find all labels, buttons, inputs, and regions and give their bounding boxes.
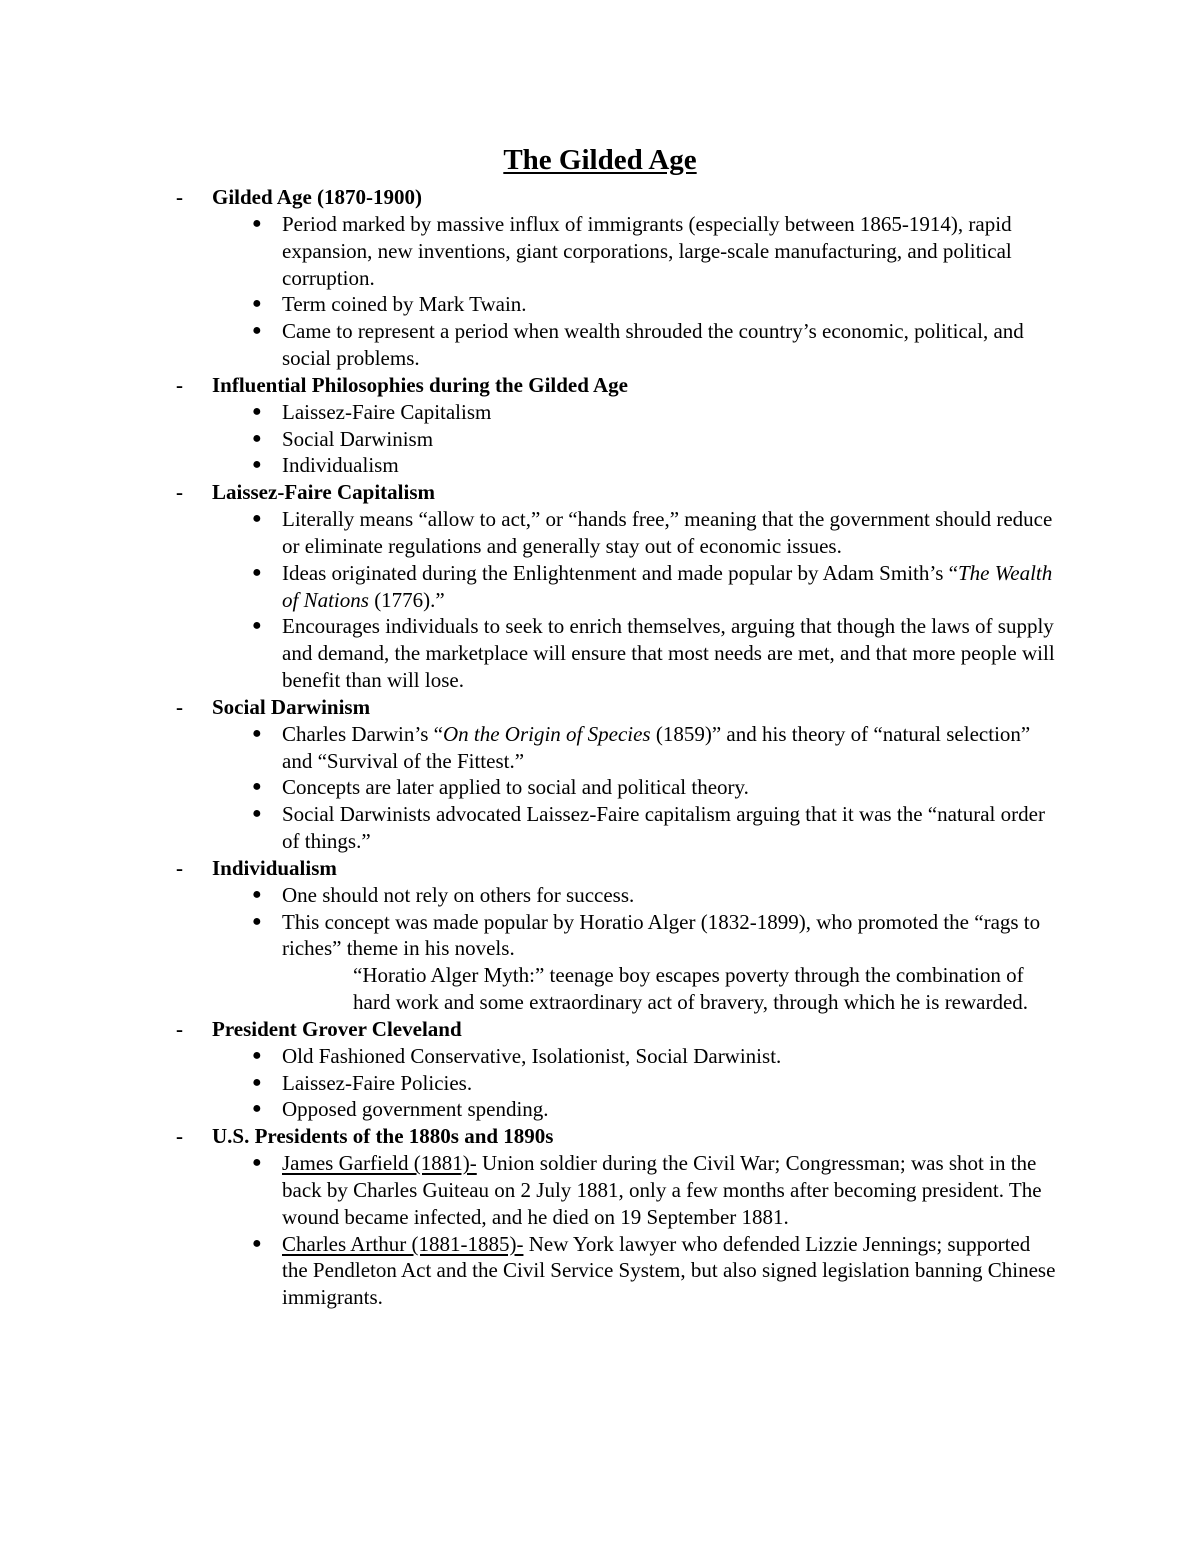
bullet-icon: ●	[252, 563, 262, 581]
list-item	[0, 909, 1200, 963]
list-item	[0, 399, 1200, 426]
section-heading	[0, 479, 1200, 506]
item-text: Literally means “allow to act,” or “hands free,” meaning that the government should reduce or eliminate regulations and generally stay out of economic issues.	[282, 507, 1053, 558]
bullet-icon: ●	[252, 805, 262, 823]
dash-marker: -	[176, 855, 183, 880]
list-item	[0, 1096, 1200, 1123]
list-item	[0, 426, 1200, 453]
book-title: On the Origin of Species	[442, 721, 651, 746]
item-text: Union soldier during the Civil War; Congressman; was shot in the back by Charles Guiteau on 2 July 1881, only a few months after becoming president. The wound became infected, and he died on 19 September 1881.	[282, 1151, 1042, 1229]
list-item	[0, 613, 1200, 693]
item-text: Laissez-Faire Capitalism	[282, 399, 492, 424]
book-title: The Wealth of Nations	[282, 560, 1053, 612]
bullet-icon: ●	[252, 885, 262, 903]
bullet-icon: ●	[252, 510, 262, 528]
heading-text: Social Darwinism	[212, 694, 371, 719]
bullet-list	[0, 399, 1200, 479]
dash-marker: -	[176, 1016, 183, 1041]
list-item	[0, 560, 1200, 614]
bullet-icon: ●	[252, 778, 262, 796]
section-presidents	[0, 1123, 1200, 1311]
bullet-list	[0, 211, 1200, 372]
item-text: This concept was made popular by Horatio Alger (1832-1899), who promoted the “rags to riches” theme in his novels.	[282, 909, 1041, 961]
page-title: The Gilded Age	[503, 144, 697, 176]
item-text-pre: Charles Darwin’s “	[282, 721, 443, 746]
bullet-icon: ●	[252, 402, 262, 420]
list-item	[0, 211, 1200, 291]
bullet-list	[0, 1150, 1200, 1311]
list-item	[0, 801, 1200, 855]
item-text: Individualism	[282, 453, 399, 478]
item-text: Period marked by massive influx of immigrants (especially between 1865-1914), rapid expansion, new inventions, giant corporations, large-scale manufacturing, and political corruption.	[282, 212, 1012, 290]
list-item	[0, 882, 1200, 909]
bullet-icon: ●	[252, 1234, 262, 1252]
section-heading	[0, 694, 1200, 721]
sub-list-item	[0, 962, 1200, 1016]
section-cleveland	[0, 1016, 1200, 1123]
item-text: Social Darwinism	[282, 426, 434, 451]
dash-marker: -	[176, 480, 183, 505]
bullet-icon: ●	[252, 1073, 262, 1091]
item-text: One should not rely on others for success.	[282, 882, 635, 907]
item-text: Old Fashioned Conservative, Isolationist, Social Darwinist.	[282, 1043, 782, 1068]
section-heading	[0, 1123, 1200, 1150]
dash-marker: -	[176, 185, 183, 209]
section-philosophies	[0, 372, 1200, 479]
heading-text: Laissez-Faire Capitalism	[212, 480, 436, 505]
list-item	[0, 318, 1200, 372]
list-item	[0, 1150, 1200, 1230]
bullet-icon: ●	[252, 617, 262, 635]
item-text: Opposed government spending.	[282, 1097, 549, 1122]
item-text: Social Darwinists advocated Laissez-Faire capitalism arguing that it was the “natural order of things.”	[282, 802, 1045, 853]
heading-text: Influential Philosophies during the Gilded Age	[212, 372, 629, 397]
item-text: Came to represent a period when wealth shrouded the country’s economic, political, and social problems.	[282, 319, 1024, 370]
list-item	[0, 506, 1200, 560]
list-item	[0, 1043, 1200, 1070]
item-text: Laissez-Faire Policies.	[282, 1070, 473, 1095]
dash-marker: -	[176, 694, 183, 719]
list-item	[0, 1070, 1200, 1097]
heading-text: President Grover Cleveland	[212, 1016, 462, 1041]
heading-text: U.S. Presidents of the 1880s and 1890s	[212, 1124, 554, 1149]
list-item	[0, 452, 1200, 479]
section-laissez-faire	[0, 479, 1200, 694]
bullet-icon: ●	[252, 724, 262, 742]
bullet-icon: ●	[252, 322, 262, 340]
list-item	[0, 1231, 1200, 1311]
item-text-pre: Ideas originated during the Enlightenment and made popular by Adam Smith’s “	[282, 560, 958, 585]
bullet-icon: ●	[252, 295, 262, 313]
section-heading	[0, 1016, 1200, 1043]
item-text: Term coined by Mark Twain.	[282, 292, 527, 317]
item-text: Concepts are later applied to social and political theory.	[282, 775, 749, 800]
president-name: Charles Arthur (1881-1885)-	[282, 1231, 524, 1256]
bullet-icon: ●	[252, 429, 262, 447]
dash-marker: -	[176, 1124, 183, 1149]
bullet-icon: ●	[252, 456, 262, 474]
dash-marker: -	[176, 372, 183, 397]
heading-text: Gilded Age (1870-1900)	[212, 185, 422, 209]
list-item	[0, 721, 1200, 775]
item-text-post: (1776).”	[368, 587, 445, 612]
bullet-list	[0, 882, 1200, 1016]
item-text: Encourages individuals to seek to enrich themselves, arguing that though the laws of supply and demand, the marketplace will ensure that most needs are met, and that more people will benefit than will lose.	[282, 614, 1055, 692]
bullet-icon: ●	[252, 215, 262, 232]
bullet-list	[0, 1043, 1200, 1123]
section-heading	[0, 372, 1200, 399]
section-gilded-age	[0, 184, 1200, 372]
item-text: “Horatio Alger Myth:” teenage boy escapes poverty through the combination of hard work and some extraordinary act of bravery, through which he is rewarded.	[353, 963, 1029, 1014]
bullet-list	[0, 506, 1200, 694]
bullet-icon: ●	[252, 1154, 262, 1172]
bullet-icon: ●	[252, 1100, 262, 1118]
heading-text: Individualism	[212, 855, 337, 880]
item-text-post: (1859)” and his theory of “natural selection” and “Survival of the Fittest.”	[282, 721, 1031, 773]
president-name: James Garfield (1881)-	[282, 1151, 477, 1176]
section-individualism	[0, 855, 1200, 1016]
section-social-darwinism	[0, 694, 1200, 855]
section-heading	[0, 184, 1200, 211]
bullet-icon: ●	[252, 1046, 262, 1064]
section-heading	[0, 855, 1200, 882]
bullet-icon: ●	[252, 912, 262, 930]
list-item	[0, 291, 1200, 318]
item-text: New York lawyer who defended Lizzie Jennings; supported the Pendleton Act and the Civil Service System, but also signed legislation banning Chinese immigrants.	[282, 1231, 1056, 1310]
bullet-list	[0, 721, 1200, 855]
list-item	[0, 774, 1200, 801]
